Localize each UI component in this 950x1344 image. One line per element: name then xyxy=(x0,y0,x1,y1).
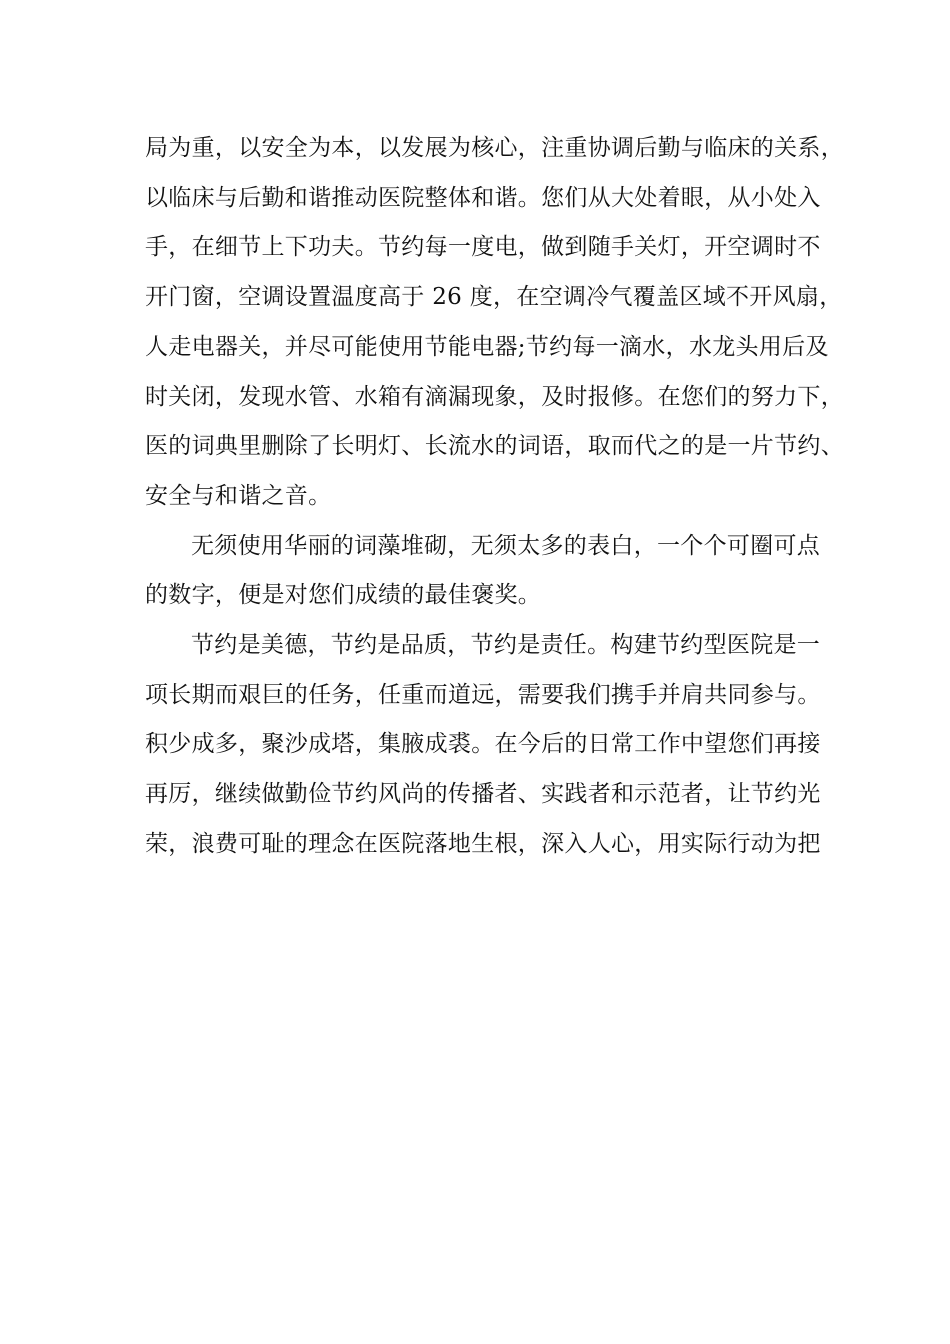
text-line: 再厉，继续做勤俭节约风尚的传播者、实践者和示范者，让节约光 xyxy=(145,781,821,808)
text-line: 人走电器关，并尽可能使用节能电器;节约每一滴水，水龙头用后及 xyxy=(145,333,829,360)
text-line: 开门窗，空调设置温度高于 26 度，在空调冷气覆盖区域不开风扇， xyxy=(145,284,843,311)
text-line: 时关闭，发现水管、水箱有滴漏现象，及时报修。在您们的努力下， xyxy=(145,383,844,410)
text-line: 医的词典里删除了长明灯、长流水的词语，取而代之的是一片节约、 xyxy=(145,433,844,460)
text-line: 局为重，以安全为本，以发展为核心，注重协调后勤与临床的关系， xyxy=(145,135,844,161)
text-line: 以临床与后勤和谐推动医院整体和谐。您们从大处着眼，从小处入 xyxy=(145,184,821,211)
text-line: 手，在细节上下功夫。节约每一度电，做到随手关灯，开空调时不 xyxy=(145,234,821,261)
body-text xyxy=(145,124,844,870)
text-line: 积少成多，聚沙成塔，集腋成裘。在今后的日常工作中望您们再接 xyxy=(145,731,821,758)
text-line: 荣，浪费可耻的理念在医院落地生根，深入人心，用实际行动为把 xyxy=(145,830,821,857)
paragraph-start-line: 节约是美德，节约是品质，节约是责任。构建节约型医院是一 xyxy=(191,632,821,659)
text-line: 安全与和谐之音。 xyxy=(145,482,332,509)
paragraph-start-line: 无须使用华丽的词藻堆砌，无须太多的表白，一个个可圈可点 xyxy=(191,532,821,559)
text-line: 的数字，便是对您们成绩的最佳褒奖。 xyxy=(145,582,542,609)
text-line: 项长期而艰巨的任务，任重而道远，需要我们携手并肩共同参与。 xyxy=(145,681,821,708)
